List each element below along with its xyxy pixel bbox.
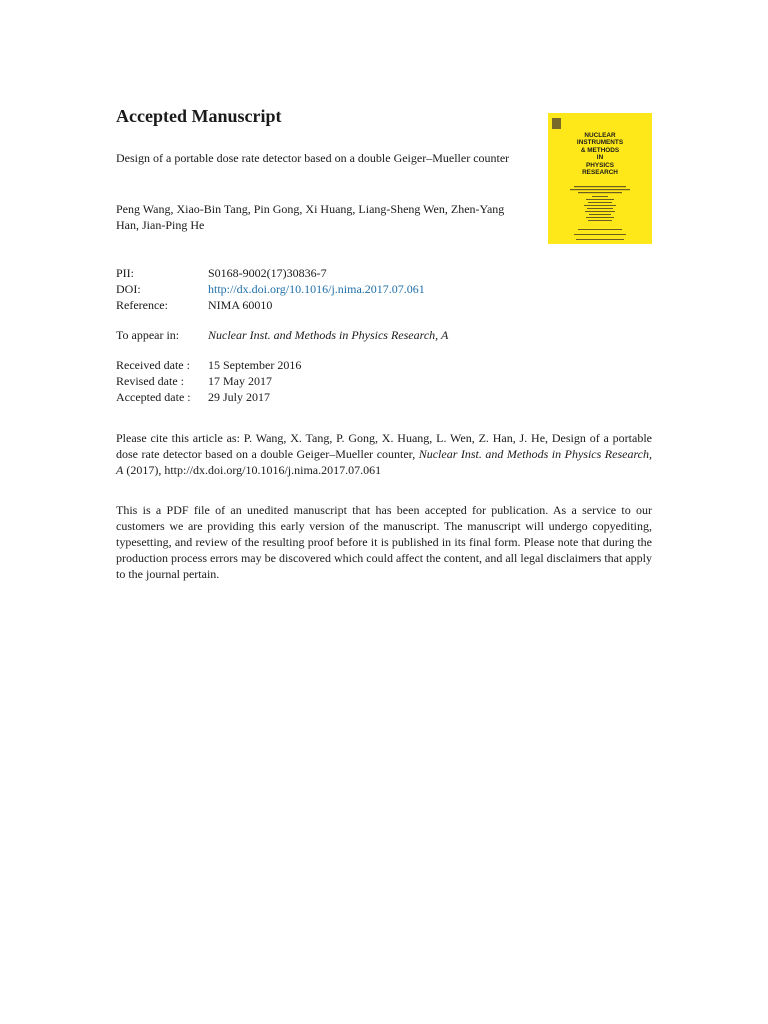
pii-label: PII: <box>116 266 134 280</box>
revised-row <box>116 373 301 389</box>
article-title: Design of a portable dose rate detector based on a double Geiger–Mueller counter <box>116 151 510 165</box>
reference-label: Reference: <box>116 298 168 312</box>
accepted-row <box>116 389 301 405</box>
appear-row <box>116 327 448 343</box>
cover-title-line: RESEARCH <box>582 169 618 177</box>
cover-title <box>548 132 652 176</box>
cover-subtitle-text <box>548 185 652 195</box>
received-value: 15 September 2016 <box>208 358 302 372</box>
cover-editors-text <box>548 196 652 226</box>
cover-title-line: & METHODS <box>580 146 620 154</box>
pii-value: S0168-9002(17)30836-7 <box>208 266 327 280</box>
dates-block <box>116 357 301 405</box>
accepted-value: 29 July 2017 <box>208 390 271 404</box>
cover-title-line: PHYSICS <box>585 161 615 169</box>
cover-title-line: NUCLEAR <box>584 132 616 139</box>
appear-label: To appear in: <box>116 328 180 342</box>
doi-link[interactable]: http://dx.doi.org/10.1016/j.nima.2017.07.061 <box>208 282 425 296</box>
revised-label: Revised date : <box>116 374 184 388</box>
accepted-label: Accepted date : <box>116 390 191 404</box>
journal-name: Nuclear Inst. and Methods in Physics Research, A <box>208 328 449 342</box>
reference-row <box>116 297 425 313</box>
received-row <box>116 357 301 373</box>
doi-label: DOI: <box>116 282 141 296</box>
identifier-block <box>116 265 425 313</box>
appear-block <box>116 327 448 343</box>
publisher-logo-icon <box>552 118 561 129</box>
citation-paragraph <box>116 430 652 478</box>
cover-title-line: IN <box>596 154 604 162</box>
citation-suffix: (2017), http://dx.doi.org/10.1016/j.nima.2017.07.061 <box>123 463 382 477</box>
received-label: Received date : <box>116 358 190 372</box>
citation-journal: Nuclear Inst. and Methods in Physics Research, A <box>116 447 652 477</box>
cover-footer-text <box>548 229 652 243</box>
doi-row <box>116 281 425 297</box>
revised-value: 17 May 2017 <box>208 374 272 388</box>
cover-title-line: INSTRUMENTS <box>576 139 624 147</box>
manuscript-heading: Accepted Manuscript <box>116 106 282 126</box>
journal-cover-image <box>548 113 652 244</box>
manuscript-notice: This is a PDF file of an unedited manuscript that has been accepted for publication. As a service to our customers we are providing this early version of the manuscript. The manuscript will undergo copyediting, typesetting, and review of the resulting proof before it is published in its final form. Please note that during the production process errors may be discovered which could affect the content, and all legal disclaimers that apply to the journal pertain. <box>116 503 652 581</box>
reference-value: NIMA 60010 <box>208 298 273 312</box>
article-authors: Peng Wang, Xiao-Bin Tang, Pin Gong, Xi Huang, Liang-Sheng Wen, Zhen-Yang Han, Jian-Ping He <box>116 202 505 232</box>
citation-prefix: Please cite this article as: P. Wang, X. Tang, P. Gong, X. Huang, L. Wen, Z. Han, J. He, Design of a portable dose rate detector based on a double Geiger–Mueller counter, <box>116 431 652 461</box>
pii-row <box>116 265 425 281</box>
